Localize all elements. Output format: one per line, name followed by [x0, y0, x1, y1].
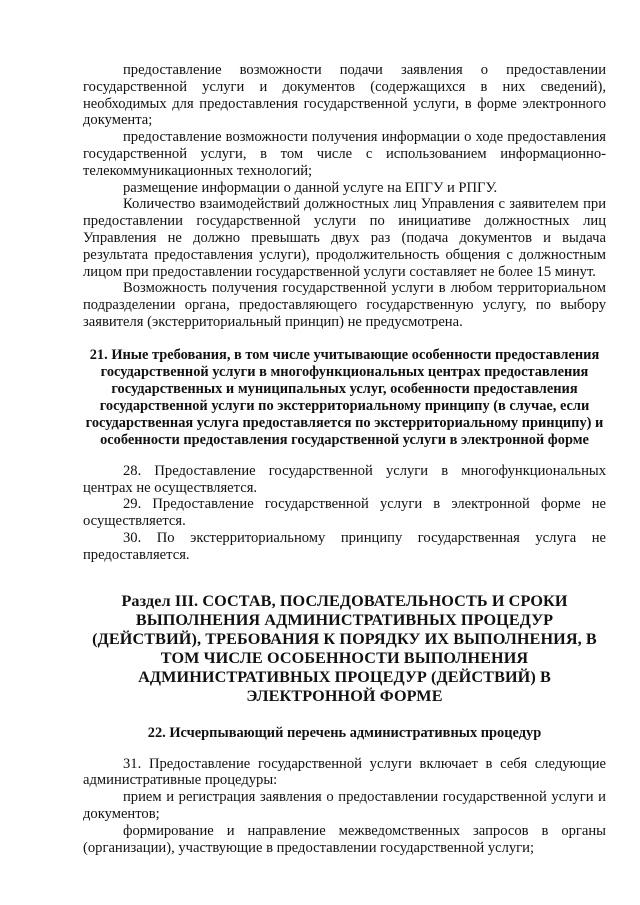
heading-22: 22. Исчерпывающий перечень административных процедур — [147, 724, 542, 741]
heading-21: 21. Иные требования, в том числе учитывающие особенности предоставления государственной услуги в многофункциональных центрах предоставления государственных и муниципальных услуг, особенности предоставления государственной услуги по экстерриториальному принципу (в случае, если государственная услуга предоставляется по экстерриториальному принципу) и особенности предоставления государственной услуги в электронной форме — [85, 346, 604, 448]
procedures-paragraph-group — [83, 756, 606, 857]
paragraph-epgu-rpgu: размещение информации о данной услуге на ЕПГУ и РПГУ. — [123, 179, 498, 196]
paragraph-28: 28. Предоставление государственной услуги в многофункциональных центрах не осуществляется. — [83, 462, 606, 496]
paragraph-interagency-requests: формирование и направление межведомственных запросов в органы (организации), участвующие в предоставлении государственной услуги; — [83, 822, 606, 856]
paragraph-interaction-count: Количество взаимодействий должностных лиц Управления с заявителем при предоставлении государственной услуги по инициативе должностных лиц Управления не должно превышать двух раз (подача документов и выдача результата предоставления услуги), продолжительность общения с должностным лицом при предоставлении государственной услуги составляет не более 15 минут. — [83, 196, 606, 280]
mfc-paragraph-group — [83, 463, 606, 564]
paragraph-electronic-submission: предоставление возможности подачи заявления о предоставлении государственной услуги и документов (содержащихся в них сведений), необходимых для предоставления государственной услуги, в форме электронного документа; — [83, 62, 606, 129]
paragraph-progress-info: предоставление возможности получения информации о ходе предоставления государственной услуги, в том числе с использованием информационно-телекоммуникационных технологий; — [83, 129, 606, 179]
paragraph-reception-registration: прием и регистрация заявления о предоставлении государственной услуги и документов; — [83, 789, 606, 822]
section-iii-heading: Раздел III. СОСТАВ, ПОСЛЕДОВАТЕЛЬНОСТЬ И СРОКИ ВЫПОЛНЕНИЯ АДМИНИСТРАТИВНЫХ ПРОЦЕДУР (ДЕЙСТВИЙ), ТРЕБОВАНИЯ К ПОРЯДКУ ИХ ВЫПОЛНЕНИЯ, В ТОМ ЧИСЛЕ ОСОБЕННОСТИ ВЫПОЛНЕНИЯ АДМИНИСТРАТИВНЫХ ПРОЦЕДУР (ДЕЙСТВИЙ) В ЭЛЕКТРОННОЙ ФОРМЕ — [92, 591, 597, 705]
paragraph-30: 30. По экстерриториальному принципу государственная услуга не предоставляется. — [83, 529, 606, 563]
paragraph-29: 29. Предоставление государственной услуги в электронной форме не осуществляется. — [83, 496, 606, 530]
paragraph-31: 31. Предоставление государственной услуги включает в себя следующие административные процедуры: — [83, 755, 606, 789]
paragraph-extraterritorial: Возможность получения государственной услуги в любом территориальном подразделении органа, предоставляющего государственную услугу, по выбору заявителя (экстерриториальный принцип) не предусмотрена. — [83, 280, 606, 330]
